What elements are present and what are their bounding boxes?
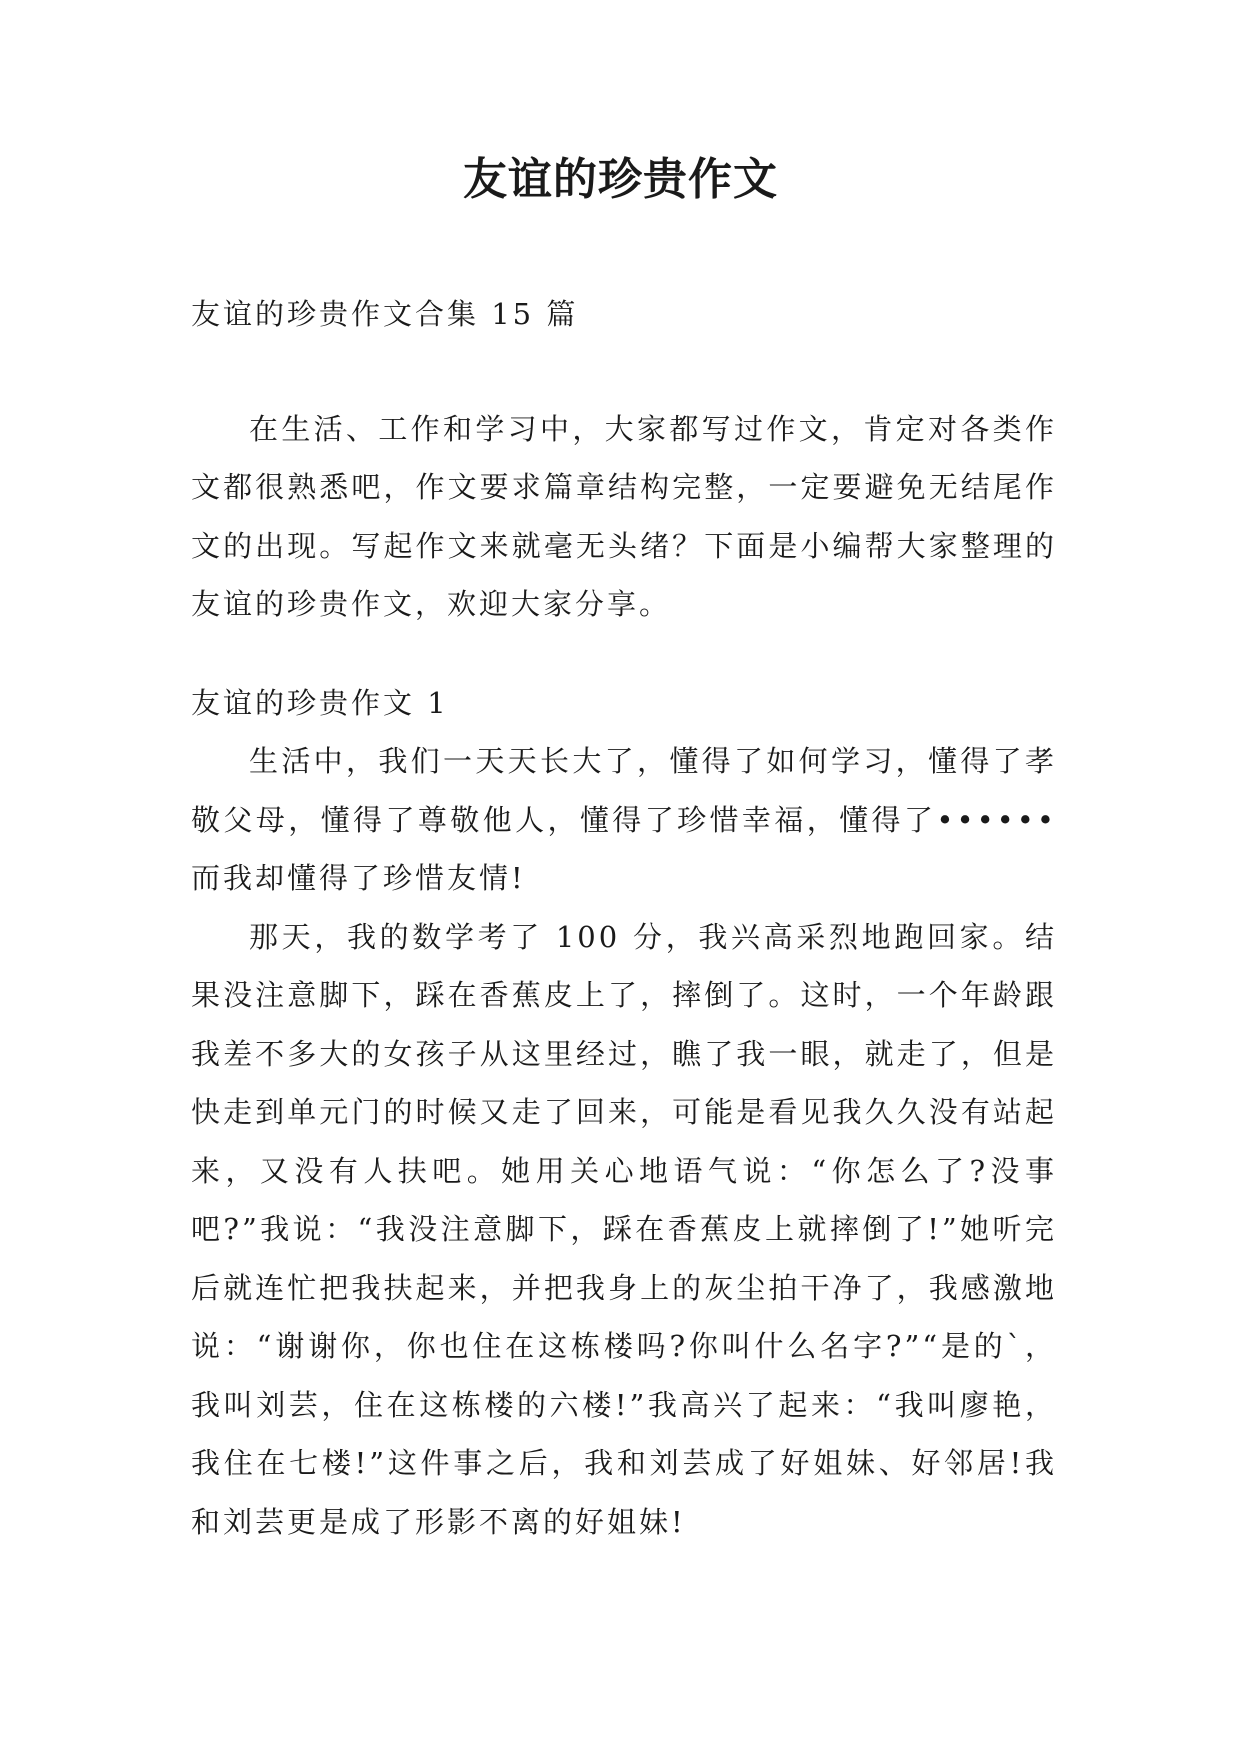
section-heading: 友谊的珍贵作文 1	[191, 685, 449, 720]
spacer	[191, 344, 1057, 400]
spacer	[191, 634, 1057, 674]
document-title: 友谊的珍贵作文	[463, 154, 778, 205]
collection-title: 友谊的珍贵作文合集 15 篇	[191, 297, 579, 331]
body-paragraph: 那天，我的数学考了 100 分，我兴高采烈地跑回家。结果没注意脚下，踩在香蕉皮上了，摔倒了。这时，一个年龄跟我差不多大的女孩子从这里经过，瞧了我一眼，就走了，但是快走到单元门的时候又走了回来，可能是看见我久久没有站起来，又没有人扶吧。她用关心地语气说：“你怎么了?没事吧?”我说：“我没注意脚下，踩在香蕉皮上就摔倒了!”她听完后就连忙把我扶起来，并把我身上的灰尘拍干净了，我感激地说：“谢谢你，你也住在这栋楼吗?你叫什么名字?”“是的`，我叫刘芸，住在这栋楼的六楼!”我高兴了起来：“我叫廖艳，我住在七楼!”这件事之后，我和刘芸成了好姐妹、好邻居!我和刘芸更是成了形影不离的好姐妹!	[191, 919, 1057, 1539]
document-body	[191, 285, 1057, 1551]
body-paragraph: 生活中，我们一天天长大了，懂得了如何学习，懂得了孝敬父母，懂得了尊敬他人，懂得了珍惜幸福，懂得了••••••而我却懂得了珍惜友情!	[191, 744, 1057, 895]
intro-paragraph: 在生活、工作和学习中，大家都写过作文，肯定对各类作文都很熟悉吧，作文要求篇章结构完整，一定要避免无结尾作文的出现。写起作文来就毫无头绪？下面是小编帮大家整理的友谊的珍贵作文，欢迎大家分享。	[191, 411, 1057, 621]
